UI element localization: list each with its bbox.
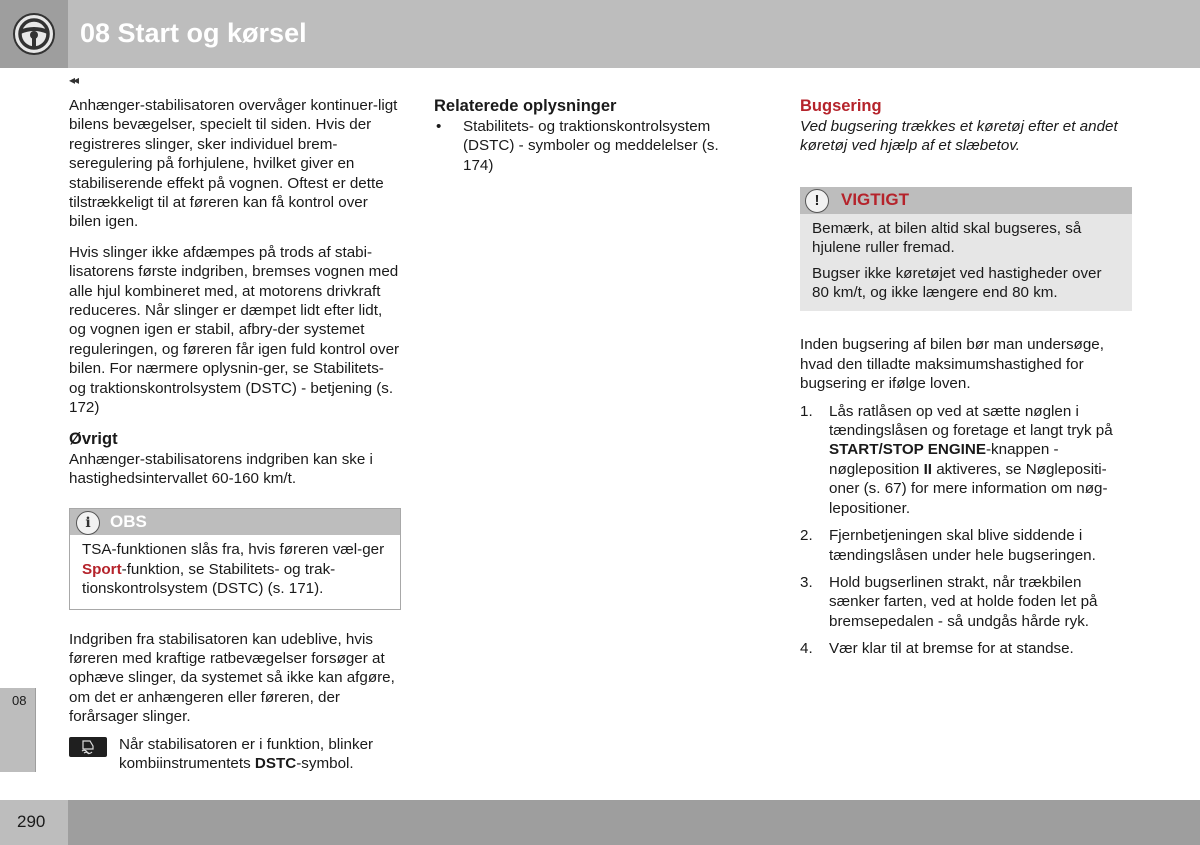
- step-text: Vær klar til at bremse for at standse.: [829, 640, 1074, 658]
- paragraph: Indgriben fra stabilisatoren kan udeblive, hvis føreren med kraftige ratbevægelser forsøger at ophæve slinger, da systemet så ikke kan afgøre, om det er anhængeren eller føreren, der forårsager slinger.: [69, 630, 395, 726]
- paragraph: Inden bugsering af bilen bør man undersøge, hvad den tilladte maksimumshastighed for bugsering er ifølge loven.: [800, 336, 1104, 393]
- paragraph: Hvis slinger ikke afdæmpes på trods af stabi-lisatorens første indgriben, bremses vognen med alle hjul kombineret med, at motorens drivkraft reduceres. Når slinger er dæmpet lidt efter lidt, og vognen igen er stabil, afbry-der systemet reguleringen, og føreren får igen fuld kontrol over bilen. For nærmere oplysnin-ger, se Stabilitets- og traktionskontrolsystem (DSTC) - betjening (s. 172): [69, 243, 400, 417]
- related-info-heading: Relaterede oplysninger: [434, 97, 617, 115]
- step-text: Hold bugserlinen strakt, når trækbilen sænker farten, ved at holde foden let på bremsepedalen - så undgås hårde ryk.: [829, 573, 1098, 630]
- list-item: [800, 402, 1132, 518]
- paragraph: Anhænger-stabilisatoren overvåger kontinuer-ligt bilens bevægelser, specielt til siden. Hvis der registreres slinger, sker individuel brem-seregulering på forhjulene, hvilket giver en stabiliserende effekt på vognen. Oftest er dette tilstrækkeligt til at føreren kan få kontrol over bilen igen.: [69, 97, 398, 231]
- obs-note-body: [70, 535, 400, 608]
- obs-text: TSA-funktionen slås fra, hvis føreren væl-ger: [82, 541, 385, 559]
- warning-label: VIGTIGT: [841, 189, 909, 209]
- important-warning-box: [800, 187, 1132, 312]
- column-right: [800, 96, 1132, 667]
- towing-steps-list: [800, 402, 1132, 659]
- obs-note-header: [70, 509, 400, 535]
- warning-body: [800, 214, 1132, 312]
- bullet-icon: •: [436, 118, 442, 135]
- intro-text: Ved bugsering trækkes et køretøj efter et andet køretøj ved hjælp af et slæbetov.: [800, 118, 1118, 155]
- paragraph: Anhænger-stabilisatorens indgriben kan ske i hastighedsintervallet 60-160 km/t.: [69, 450, 373, 487]
- dstc-text: Når stabilisatoren er i funktion, blinker kombiinstrumentets: [119, 735, 374, 772]
- warning-text: Bugser ikke køretøjet ved hastigheder over 80 km/t, og ikke længere end 80 km.: [812, 264, 1102, 302]
- info-icon: i: [76, 511, 100, 535]
- warning-text: Bemærk, at bilen altid skal bugseres, så hjulene ruller fremad.: [812, 219, 1082, 257]
- list-item: [800, 639, 1132, 658]
- back-arrow-icon[interactable]: ◂◂: [69, 73, 78, 87]
- page-number: 290: [17, 812, 46, 831]
- column-middle: [434, 96, 744, 175]
- chapter-side-tab[interactable]: [0, 688, 36, 772]
- list-item: [800, 526, 1132, 565]
- exclamation-icon: !: [805, 189, 829, 213]
- step-text: Fjernbetjeningen skal blive siddende i tændingslåsen under hele bugseringen.: [829, 527, 1096, 564]
- dstc-text: -symbol.: [296, 754, 354, 772]
- step-number: 2.: [800, 527, 813, 545]
- step-number: 1.: [800, 402, 813, 420]
- related-link[interactable]: Stabilitets- og traktionskontrolsystem (DSTC) - symboler og meddelelser (s. 174): [463, 118, 719, 174]
- page-footer: [0, 800, 1200, 845]
- step-text: aktiveres, se Nøglepositi-oner (s. 67) for mere information om nøg-lepositioner.: [829, 460, 1108, 517]
- obs-note-box: [69, 508, 401, 609]
- section-heading-ovrigt: Øvrigt: [69, 429, 118, 448]
- chapter-tab-label: 08: [12, 693, 27, 708]
- column-left: [69, 96, 401, 773]
- list-item: [800, 573, 1132, 631]
- step-number: 4.: [800, 640, 813, 658]
- list-item[interactable]: [434, 117, 744, 175]
- related-links-list: [434, 117, 744, 175]
- dstc-keyword: DSTC: [254, 754, 297, 772]
- dstc-skid-icon: [69, 737, 107, 757]
- warning-header: [800, 187, 1132, 214]
- step-keyword: START/STOP ENGINE: [829, 441, 986, 459]
- obs-label: OBS: [110, 512, 147, 532]
- step-text: -knappen - nøgleposition: [829, 441, 1059, 478]
- steering-wheel-icon: [12, 12, 56, 56]
- sport-keyword: Sport: [82, 560, 122, 578]
- step-text: Lås ratlåsen op ved at sætte nøglen i tændingslåsen og foretage et langt tryk på: [829, 402, 1113, 440]
- step-number: 3.: [800, 573, 813, 591]
- section-heading-bugsering: Bugsering: [800, 97, 882, 115]
- step-keyword: II: [923, 460, 933, 478]
- page-title: 08 Start og kørsel: [80, 18, 307, 48]
- obs-text: -funktion, se Stabilitets- og trak-tionskontrolsystem (DSTC) (s. 171).: [82, 560, 336, 598]
- dstc-note: [69, 735, 401, 774]
- chapter-icon-box: [0, 0, 68, 68]
